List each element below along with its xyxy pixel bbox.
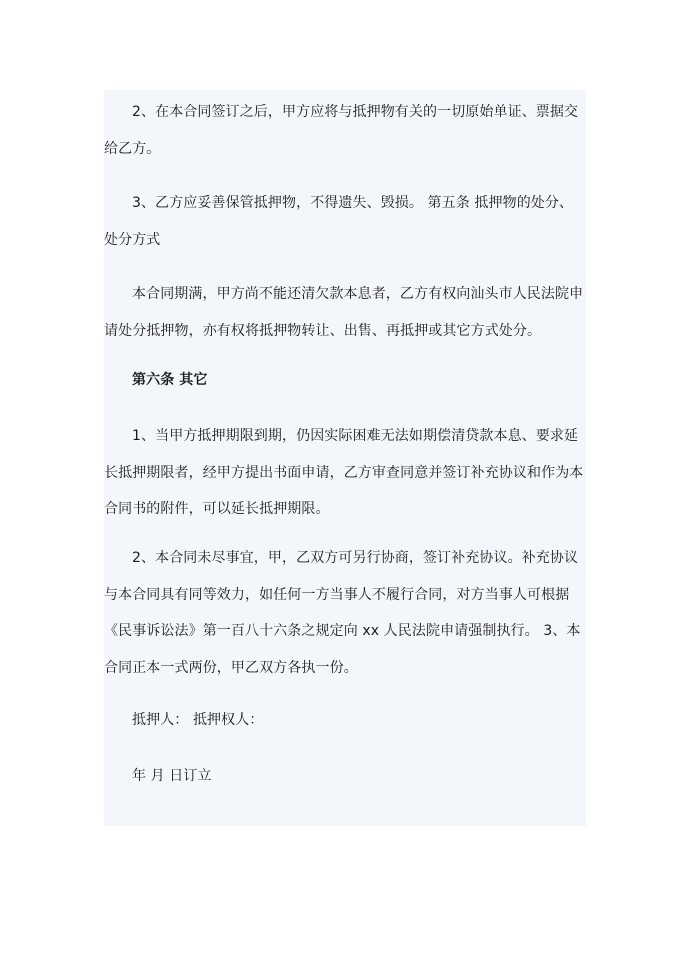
section-heading-article-six: 第六条 其它	[132, 372, 208, 388]
clause-paragraph-extension: 1、当甲方抵押期限到期，仍因实际困难无法如期偿清贷款本息、要求延长抵押期限者，经甲方提出书面申请，乙方审查同意并签订补充协议和作为本合同书的附件，可以延长抵押期限。	[104, 428, 584, 517]
clause-paragraph-supplementary: 2、本合同未尽事宜，甲，乙双方可另行协商，签订补充协议。补充协议与本合同具有同等效力，如任何一方当事人不履行合同，对方当事人可根据《民事诉讼法》第一百八十六条之规定向 xx 人民法院申请强制执行。 3、本合同正本一式两份，甲乙双方各执一份。	[104, 550, 581, 676]
signature-date-line: 年 月 日订立	[132, 768, 212, 784]
clause-paragraph-disposal: 本合同期满，甲方尚不能还清欠款本息者，乙方有权向汕头市人民法院申请处分抵押物，亦有权将抵押物转让、出售、再抵押或其它方式处分。	[104, 286, 584, 339]
document-content-area	[104, 90, 586, 826]
clause-paragraph-original-documents: 2、在本合同签订之后，甲方应将与抵押物有关的一切原始单证、票据交给乙方。	[104, 104, 579, 157]
signature-parties-line: 抵押人： 抵押权人：	[132, 712, 264, 728]
clause-paragraph-custody: 3、乙方应妥善保管抵押物，不得遗失、毁损。 第五条 抵押物的处分、处分方式	[104, 195, 574, 248]
